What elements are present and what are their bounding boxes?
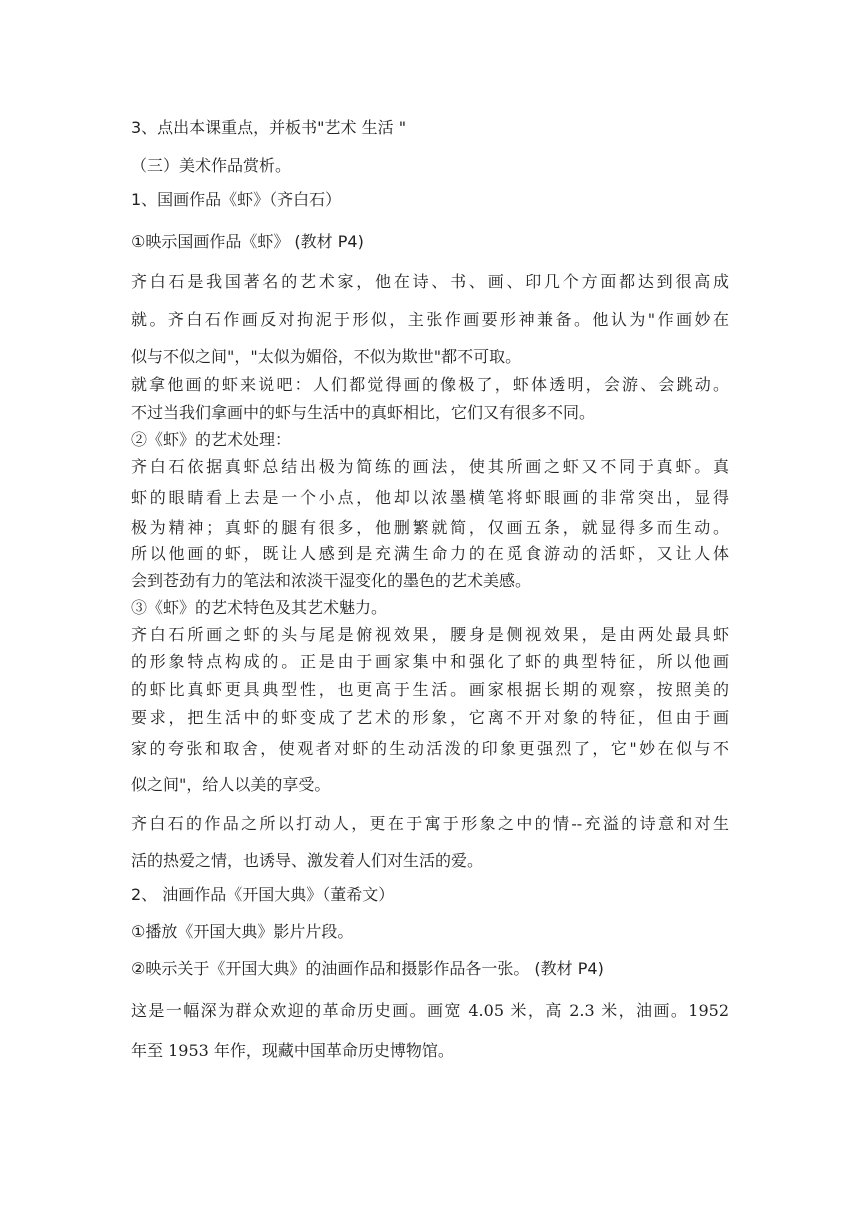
subheading-play-film: ①播放《开国大典》影片片段。 [131, 922, 354, 941]
paragraph-line: 就拿他画的虾来说吧：人们都觉得画的像极了，虾体透明，会游、会跳动。 [131, 375, 729, 394]
paragraph-line: 会到苍劲有力的笔法和浓淡干湿变化的墨色的艺术美感。 [131, 571, 532, 590]
paragraph-line: 年至 1953 年作，现藏中国革命历史博物馆。 [131, 1041, 454, 1060]
paragraph-line: 家的夸张和取舍，使观者对虾的生动活泼的印象更强烈了，它"妙在似与不 [131, 739, 729, 758]
lesson-step-heading: 3、点出本课重点，并板书"艺术 生活 " [131, 118, 407, 137]
paragraph-line: 齐白石的作品之所以打动人，更在于寓于形象之中的情--充溢的诗意和对生 [131, 814, 729, 833]
subheading-artistic-features: ③《虾》的艺术特色及其艺术魅力。 [131, 598, 388, 617]
paragraph-line: 齐白石所画之虾的头与尾是俯视效果，腰身是侧视效果，是由两处最具虾 [131, 625, 729, 644]
artwork-heading-shrimp: 1、国画作品《虾》（齐白石） [131, 190, 342, 209]
paragraph-line: 齐白石依据真虾总结出极为简练的画法，使其所画之虾又不同于真虾。真 [131, 457, 729, 476]
paragraph-line: 所以他画的虾，既让人感到是充满生命力的在觅食游动的活虾，又让人体 [131, 544, 729, 563]
paragraph-line: 这是一幅深为群众欢迎的革命历史画。画宽 4.05 米，高 2.3 米，油画。1952 [131, 1001, 729, 1020]
paragraph-line: 不过当我们拿画中的虾与生活中的真虾相比，它们又有很多不同。 [131, 403, 596, 422]
subheading-artistic-treatment: ②《虾》的艺术处理： [131, 430, 292, 449]
paragraph-line: 似与不似之间"，"太似为媚俗，不似为欺世"都不可取。 [131, 347, 522, 366]
paragraph-line: 就。齐白石作画反对拘泥于形似，主张作画要形神兼备。他认为"作画妙在 [131, 310, 729, 329]
paragraph-line: 齐白石是我国著名的艺术家，他在诗、书、画、印几个方面都达到很高成 [131, 272, 729, 291]
paragraph-line: 活的热爱之情，也诱导、激发着人们对生活的爱。 [131, 851, 484, 870]
artwork-heading-founding-ceremony: 2、 油画作品《开国大典》（董希文） [131, 885, 395, 904]
paragraph-line: 的形象特点构成的。正是由于画家集中和强化了虾的典型特征，所以他画 [131, 652, 729, 671]
paragraph-line: 虾的眼睛看上去是一个小点，他却以浓墨横笔将虾眼画的非常突出，显得 [131, 488, 729, 507]
paragraph-line: 极为精神；真虾的腿有很多，他删繁就简，仅画五条，就显得多而生动。 [131, 518, 729, 537]
paragraph-line: 要求，把生活中的虾变成了艺术的形象，它离不开对象的特征，但由于画 [131, 708, 729, 727]
subheading-show-paintings: ②映示关于《开国大典》的油画作品和摄影作品各一张。 (教材 P4) [131, 959, 604, 978]
subheading-show-shrimp: ①映示国画作品《虾》 (教材 P4) [131, 232, 364, 251]
paragraph-line: 的虾比真虾更具典型性，也更高于生活。画家根据长期的观察，按照美的 [131, 680, 729, 699]
paragraph-line: 似之间"，给人以美的享受。 [131, 775, 331, 794]
section-heading: （三）美术作品赏析。 [131, 156, 292, 175]
